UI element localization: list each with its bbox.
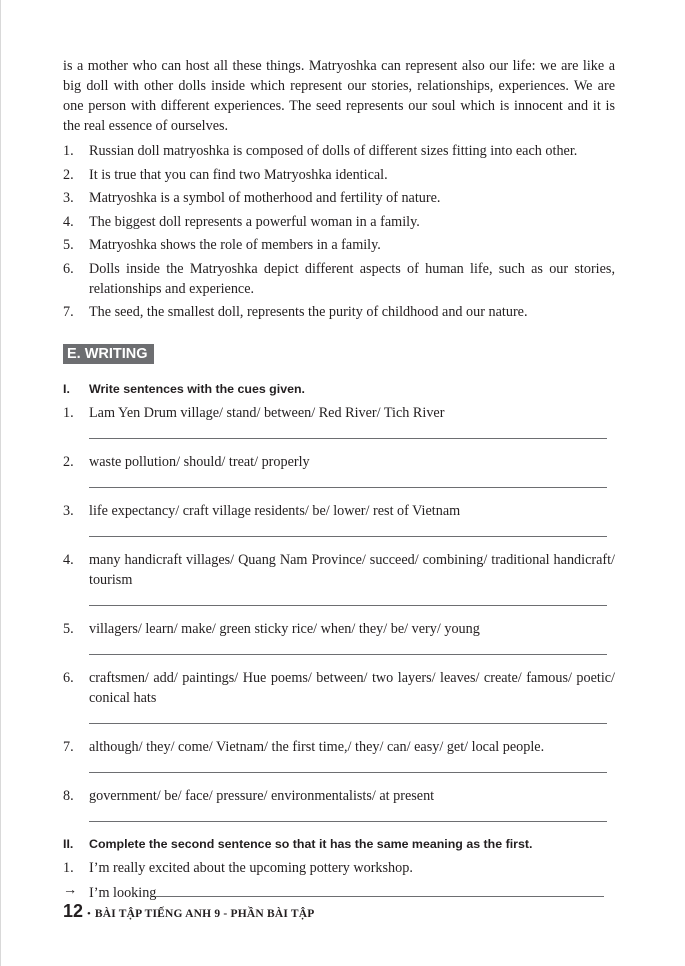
statement-item: [63, 235, 615, 255]
exercise-number: 2.: [63, 453, 74, 470]
rewrite-answer-line[interactable]: [156, 880, 604, 897]
intro-paragraph: is a mother who can host all these things. Matryoshka can represent also our life: we are like a big doll with other dolls inside which represent our stories, relationships, experiences. We are one person with different experiences. The seed represents our soul which is innocent and it is the real essence of ourselves.: [63, 58, 615, 134]
statement-item: [63, 212, 615, 232]
statement-text: The seed, the smallest doll, represents the purity of childhood and our nature.: [89, 304, 528, 320]
answer-line[interactable]: [89, 438, 607, 439]
exercise-number: 3.: [63, 502, 74, 519]
statement-item: [63, 259, 615, 299]
exercise-number: 6.: [63, 669, 74, 686]
rewrite-prompt: I’m looking: [89, 884, 157, 901]
statement-text: Dolls inside the Matryoshka depict different aspects of human life, such as our stories, relationships and experience.: [89, 260, 615, 297]
answer-line[interactable]: [89, 536, 607, 537]
page-footer: [63, 901, 314, 922]
part1-number: I.: [63, 381, 70, 396]
statement-number: 6.: [63, 260, 74, 277]
rewrite-item: [63, 858, 615, 878]
statement-number: 7.: [63, 304, 74, 320]
exercise-item: [63, 619, 615, 655]
part2-instruction: [63, 835, 615, 853]
exercise-cue: many handicraft villages/ Quang Nam Province/ succeed/ combining/ traditional handicraft/ tourism: [89, 551, 615, 588]
statement-text: Russian doll matryoshka is composed of dolls of different sizes fitting into each other.: [89, 143, 578, 159]
part1-instruction-text: Write sentences with the cues given.: [89, 381, 305, 396]
statement-item: [63, 188, 615, 208]
answer-line[interactable]: [89, 723, 607, 724]
statement-item: [63, 165, 615, 185]
exercise-item: [63, 737, 615, 773]
statement-item: [63, 302, 615, 322]
exercise-cue: government/ be/ face/ pressure/ environmentalists/ at present: [89, 787, 435, 804]
statement-text: Matryoshka shows the role of members in a family.: [89, 237, 381, 253]
exercise-item: [63, 501, 615, 537]
exercise-number: 8.: [63, 787, 74, 804]
page-content: [63, 56, 615, 903]
statement-number: 2.: [63, 166, 74, 183]
answer-line[interactable]: [89, 605, 607, 606]
statement-number: 1.: [63, 143, 74, 159]
exercise-item: [63, 550, 615, 606]
exercise-cue: although/ they/ come/ Vietnam/ the first time,/ they/ can/ easy/ get/ local people.: [89, 738, 545, 755]
answer-line[interactable]: [89, 821, 607, 822]
exercise-number: 1.: [63, 404, 74, 421]
exercise-cue: craftsmen/ add/ paintings/ Hue poems/ between/ two layers/ leaves/ create/ famous/ poetic/ conical hats: [89, 669, 615, 706]
rewrite-answer: [63, 880, 615, 903]
exercise-item: [63, 403, 615, 439]
page-number: 12: [63, 901, 84, 921]
statement-number: 5.: [63, 237, 74, 253]
statement-text: The biggest doll represents a powerful woman in a family.: [89, 213, 420, 230]
statement-text: Matryoshka is a symbol of motherhood and fertility of nature.: [89, 190, 441, 206]
exercise-cue: life expectancy/ craft village residents/ be/ lower/ rest of Vietnam: [89, 502, 461, 519]
book-title: BÀI TẬP TIẾNG ANH 9 - PHẦN BÀI TẬP: [94, 908, 315, 920]
statement-item: [63, 141, 615, 161]
statement-text: It is true that you can find two Matryoshka identical.: [89, 166, 388, 183]
bullet-icon: •: [87, 908, 91, 920]
exercise-item: [63, 786, 615, 822]
exercise-cue: Lam Yen Drum village/ stand/ between/ Red River/ Tich River: [89, 404, 445, 421]
answer-line[interactable]: [89, 772, 607, 773]
original-sentence: I’m really excited about the upcoming pottery workshop.: [89, 859, 413, 876]
exercise-number: 7.: [63, 738, 74, 755]
exercise-item: [63, 452, 615, 488]
part1-instruction: [63, 380, 615, 398]
exercise-cue: waste pollution/ should/ treat/ properly: [89, 453, 310, 470]
section-title-writing: E. WRITING: [63, 344, 154, 364]
exercise-number: 5.: [63, 620, 74, 637]
statement-number: 4.: [63, 213, 74, 230]
statement-number: 3.: [63, 190, 74, 206]
exercise-cue: villagers/ learn/ make/ green sticky rice/ when/ they/ be/ very/ young: [89, 620, 480, 637]
part2-instruction-text: Complete the second sentence so that it has the same meaning as the first.: [89, 836, 533, 851]
true-false-statements: [63, 141, 615, 322]
exercise-item: [63, 668, 615, 724]
answer-line[interactable]: [89, 487, 607, 488]
part2-number: II.: [63, 836, 74, 851]
exercise-number: 1.: [63, 859, 74, 876]
arrow-icon: →: [63, 881, 78, 898]
exercise-number: 4.: [63, 551, 74, 568]
answer-line[interactable]: [89, 654, 607, 655]
